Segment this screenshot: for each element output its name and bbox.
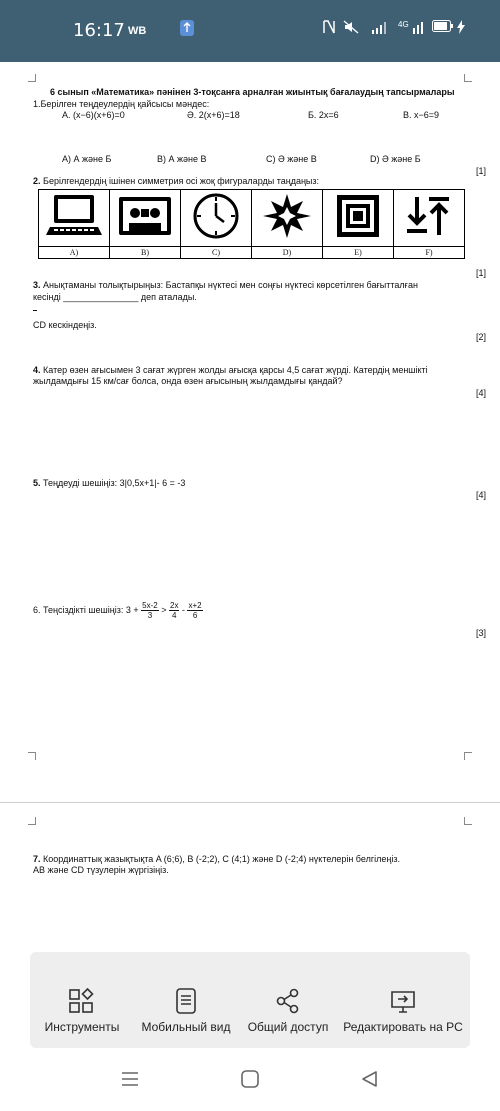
- system-nav-bar: [0, 1056, 500, 1111]
- page-corner-mark: [28, 752, 36, 760]
- share-label: Общий доступ: [247, 1020, 329, 1034]
- charging-icon: [456, 20, 466, 38]
- recent-apps-button[interactable]: [120, 1070, 140, 1093]
- page-corner-mark: [28, 74, 36, 82]
- q6-minus: -: [181, 605, 185, 615]
- q3-line3: CD кескіндеңіз.: [33, 320, 97, 330]
- back-button[interactable]: [360, 1070, 380, 1093]
- q6-fraction-3: [187, 601, 202, 620]
- figure-b-cell: [110, 190, 181, 247]
- figure-d-label: D): [252, 247, 323, 259]
- mobile-view-label: Мобильный вид: [141, 1020, 231, 1034]
- vector-bar-mark: [33, 310, 37, 311]
- q4-line1: Катер өзен ағысымен 3 сағат жүрген жолды ағысқа қарсы 4,5 сағат жүрді. Катердің меншікті: [43, 365, 428, 375]
- page-corner-mark: [464, 752, 472, 760]
- q7-line2: AB және CD түзулерін жүргізіңіз.: [33, 865, 169, 875]
- q6-frac1-num: 5x-2: [142, 601, 158, 611]
- q3-line2: кесінді _______________ деп аталады.: [33, 292, 197, 302]
- q4-score: [4]: [476, 388, 487, 398]
- q5-text: Теңдеуді шешіңіз: 3|0,5x+1|- 6 = -3: [43, 478, 186, 488]
- share-icon: [274, 988, 302, 1014]
- star-icon: [257, 191, 317, 241]
- figure-c-cell: [181, 190, 252, 247]
- q1-answer-c: С) Ә және В: [266, 154, 317, 164]
- q3-line1: Анықтаманы толықтырыңыз: Бастапқы нүктесі мен соңғы нүктесі көрсетілген бағытталған: [43, 280, 418, 290]
- q1-text: 1.Берілген теңдеулердің қайсысы мәндес:: [33, 99, 210, 109]
- q2-text: Берілгендердің ішінен симметрия осі жоқ фигураларды таңдаңыз:: [43, 176, 320, 186]
- q1-option-v: В. x−6=9: [403, 110, 440, 120]
- app-notification-icon: [180, 20, 194, 40]
- battery-icon: [432, 20, 454, 36]
- edit-on-pc-icon: [388, 988, 418, 1014]
- sort-arrows-icon: [399, 191, 459, 241]
- q6-frac3-den: 6: [192, 611, 198, 621]
- signal-2-icon: [412, 20, 430, 38]
- mobile-view-button[interactable]: [136, 952, 236, 1048]
- figure-c-label: C): [181, 247, 252, 259]
- home-square-icon: [240, 1070, 260, 1088]
- figure-e-label: E): [323, 247, 394, 259]
- cassette-icon: [115, 191, 175, 241]
- q4-number: 4.: [33, 365, 41, 375]
- tools-icon: [68, 988, 96, 1014]
- tools-label: Инструменты: [44, 1020, 120, 1034]
- q6-frac2-num: 2x: [170, 601, 179, 611]
- q1-answer-d: D) Ә және Б: [370, 154, 421, 164]
- q6-gt: >: [161, 605, 167, 615]
- nested-squares-icon: [328, 191, 388, 241]
- q1-option-b: Б. 2x=6: [308, 110, 339, 120]
- q1-score: [1]: [476, 166, 487, 176]
- carrier-badge: WB: [128, 25, 147, 37]
- edit-on-pc-button[interactable]: [340, 952, 466, 1048]
- home-button[interactable]: [240, 1070, 260, 1093]
- back-triangle-icon: [360, 1070, 380, 1088]
- figure-a-label: A): [39, 247, 110, 259]
- q6-inequality: [33, 600, 203, 622]
- figure-f-cell: [394, 190, 465, 247]
- q2-score: [1]: [476, 268, 487, 278]
- edit-on-pc-label: Редактировать на PC: [343, 1020, 463, 1034]
- figure-e-cell: [323, 190, 394, 247]
- page-corner-mark: [464, 817, 472, 825]
- q7-number: 7.: [33, 854, 41, 864]
- q1-option-a: А. (x−6)(x+6)=0: [62, 110, 125, 120]
- figure-a-cell: [39, 190, 110, 247]
- q1-answer-a: А) А және Б: [62, 154, 112, 164]
- clock-icon: [186, 191, 246, 241]
- q3-score: [2]: [476, 332, 487, 342]
- q7-line1: Координаттық жазықтықта A (6;6), B (-2;2), C (4;1) және D (-2;4) нүктелерін белгілеңіз.: [43, 854, 400, 864]
- page-corner-mark: [464, 74, 472, 82]
- q6-score: [3]: [476, 628, 487, 638]
- q6-text: 6. Теңсіздікті шешіңіз: 3 +: [33, 605, 139, 615]
- q2-number: 2.: [33, 176, 41, 186]
- q1-answer-b: В) А және В: [157, 154, 207, 164]
- figure-f-label: F): [394, 247, 465, 259]
- q3-number: 3.: [33, 280, 41, 290]
- document-page-2: [0, 803, 500, 953]
- q6-fraction-2: [169, 601, 179, 620]
- mute-icon: [343, 20, 359, 38]
- menu-lines-icon: [120, 1070, 140, 1088]
- mobile-view-icon: [172, 988, 200, 1014]
- q1-option-ae: Ә. 2(x+6)=18: [187, 110, 240, 120]
- tools-button[interactable]: [32, 952, 132, 1048]
- share-button[interactable]: [238, 952, 338, 1048]
- figure-b-label: B): [110, 247, 181, 259]
- document-title: 6 сынып «Математика» пәнінен 3-тоқсанға арналған жиынтық бағалаудың тапсырмалары: [50, 87, 455, 97]
- figure-d-cell: [252, 190, 323, 247]
- q5-number: 5.: [33, 478, 41, 488]
- figures-table: [38, 189, 465, 259]
- bottom-toolbar: [30, 952, 470, 1048]
- network-type: 4G: [398, 20, 409, 29]
- nfc-icon: [323, 20, 335, 38]
- q4-line2: жылдамдығы 15 км/сағ болса, онда өзен ағысының жылдамдығы қандай?: [33, 376, 343, 386]
- signal-icon: [371, 20, 389, 38]
- q6-frac2-den: 4: [172, 611, 177, 621]
- clock: 16:17: [73, 20, 125, 41]
- computer-icon: [44, 191, 104, 241]
- q6-frac1-den: 3: [147, 611, 153, 621]
- q5-score: [4]: [476, 490, 487, 500]
- q6-frac3-num: x+2: [188, 601, 202, 611]
- page-corner-mark: [28, 817, 36, 825]
- document-page-1: [0, 62, 500, 802]
- q6-fraction-1: [141, 601, 159, 620]
- status-bar: [0, 0, 500, 62]
